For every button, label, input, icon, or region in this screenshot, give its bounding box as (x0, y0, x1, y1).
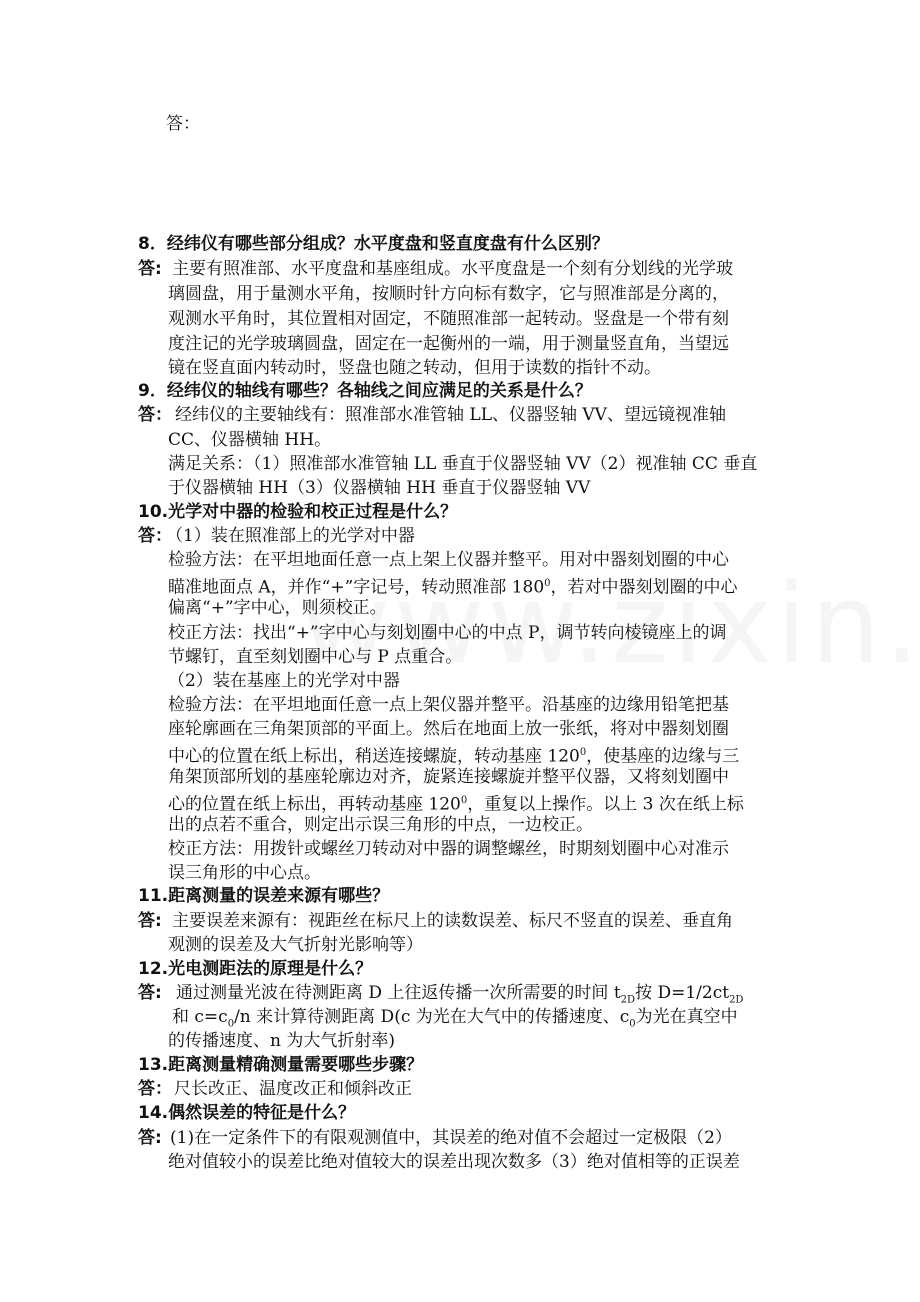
answer-12-line: 通过测量光波在待测距离 D 上往返传播一次所需要的时间 $t_{2D}$按 $D=1/2ct_{2D}$ (176, 983, 744, 1006)
answer-10-line: （2）装在基座上的光学对中器 (168, 671, 400, 691)
answer-12-line: 的传播速度、n 为大气折射率) (168, 1031, 395, 1051)
answer-9-line: 于仪器横轴 HH（3）仪器横轴 HH 垂直于仪器竖轴 VV (168, 478, 591, 498)
question-14-title: 14.偶然误差的特征是什么？ (138, 1103, 356, 1123)
answer-14-line: (1)在一定条件下的有限观测值中，其误差的绝对值不会超过一定极限（2） (170, 1128, 732, 1148)
answer-12-label: 答: (138, 983, 162, 1003)
answer-13-line: 尺长改正、温度改正和倾斜改正 (174, 1079, 412, 1099)
question-9-title: 9．经纬仪的轴线有哪些？各轴线之间应满足的关系是什么？ (138, 381, 592, 401)
question-11-title: 11.距离测量的误差来源有哪些？ (138, 886, 390, 906)
answer-10-line: 中心的位置在纸上标出，稍送连接螺旋，转动基座 $120^0$，使基座的边缘与三 (168, 746, 740, 767)
answer-9-line: CC、仪器横轴 HH。 (168, 430, 332, 450)
answer-9-label: 答： (138, 405, 172, 425)
answer-10-line: 校正方法：找出“+”字中心与刻划圈中心的中点 P，调节转向棱镜座上的调 (168, 623, 727, 643)
answer-10-line: 角架顶部所划的基座轮廓边对齐，旋紧连接螺旋并整平仪器，又将刻划圈中 (168, 767, 729, 787)
answer-12-line: 和 $c=c_0/n$ 来计算待测距离 D(c 为光在大气中的传播速度、$c_0$为光在真空中 (172, 1007, 738, 1030)
answer-9-line: 经纬仪的主要轴线有：照准部水准管轴 LL、仪器竖轴 VV、望远镜视准轴 (175, 405, 726, 425)
answer-11-label: 答: (138, 911, 162, 931)
answer-10-line: 座轮廓画在三角架顶部的平面上。然后在地面上放一张纸，将对中器刻划圈 (168, 719, 729, 739)
answer-8-line: 观测水平角时，其位置相对固定，不随照准部一起转动。竖盘是一个带有刻 (168, 309, 729, 329)
question-12-title: 12.光电测距法的原理是什么？ (138, 959, 373, 979)
answer-10-label: 答： (138, 526, 172, 546)
answer-10-line: 出的点若不重合，则定出示误三角形的中点，一边校正。 (168, 815, 593, 835)
header-answer-label: 答： (166, 114, 200, 134)
answer-14-label: 答: (138, 1128, 162, 1148)
answer-10-line: 校正方法：用拨针或螺丝刀转动对中器的调整螺丝，时期刻划圈中心对准示 (168, 839, 729, 859)
question-10-title: 10.光学对中器的检验和校正过程是什么？ (138, 502, 458, 522)
answer-9-line: 满足关系：（1）照准部水准管轴 LL 垂直于仪器竖轴 VV（2）视准轴 CC 垂直 (168, 454, 758, 474)
answer-11-line: 主要误差来源有：视距丝在标尺上的读数误差、标尺不竖直的误差、垂直角 (172, 911, 733, 931)
answer-8-line: 度注记的光学玻璃圆盘，固定在一起衡州的一端，用于测量竖直角，当望远 (168, 334, 729, 354)
answer-8-line: 主要有照准部、水平度盘和基座组成。水平度盘是一个刻有分划线的光学玻 (172, 259, 733, 279)
answer-8-label: 答: (138, 259, 162, 279)
question-8-title: 8．经纬仪有哪些部分组成？水平度盘和竖直度盘有什么区别？ (138, 234, 609, 254)
answer-10-line: 心的位置在纸上标出，再转动基座 $120^0$，重复以上操作。以上 3 次在纸上标 (168, 794, 744, 815)
answer-11-line: 观测的误差及大气折射光影响等） (168, 935, 423, 955)
answer-10-line: 检验方法：在平坦地面任意一点上架上仪器并整平。用对中器刻划圈的中心 (168, 550, 729, 570)
answer-8-line: 璃圆盘，用于量测水平角，按顺时针方向标有数字，它与照准部是分离的， (168, 284, 729, 304)
answer-10-line: 节螺钉，直至刻划圈中心与 P 点重合。 (168, 647, 463, 667)
answer-10-line: 误三角形的中心点。 (168, 863, 321, 883)
answer-10-line: 瞄准地面点 A，并作“+”字记号，转动照准部 $180^0$，若对中器刻划圈的中心 (168, 577, 738, 598)
answer-10-line: 检验方法：在平坦地面任意一点上架仪器并整平。沿基座的边缘用铅笔把基 (168, 695, 729, 715)
answer-10-line: 偏离“+”字中心，则须校正。 (168, 598, 387, 618)
answer-10-line: （1）装在照准部上的光学对中器 (166, 526, 415, 546)
question-13-title: 13.距离测量精确测量需要哪些步骤？ (138, 1055, 424, 1075)
answer-14-line: 绝对值较小的误差比绝对值较大的误差出现次数多（3）绝对值相等的正误差 (168, 1152, 740, 1172)
answer-13-label: 答： (138, 1079, 172, 1099)
answer-8-line: 镜在竖直面内转动时，竖盘也随之转动，但用于读数的指针不动。 (168, 358, 661, 378)
